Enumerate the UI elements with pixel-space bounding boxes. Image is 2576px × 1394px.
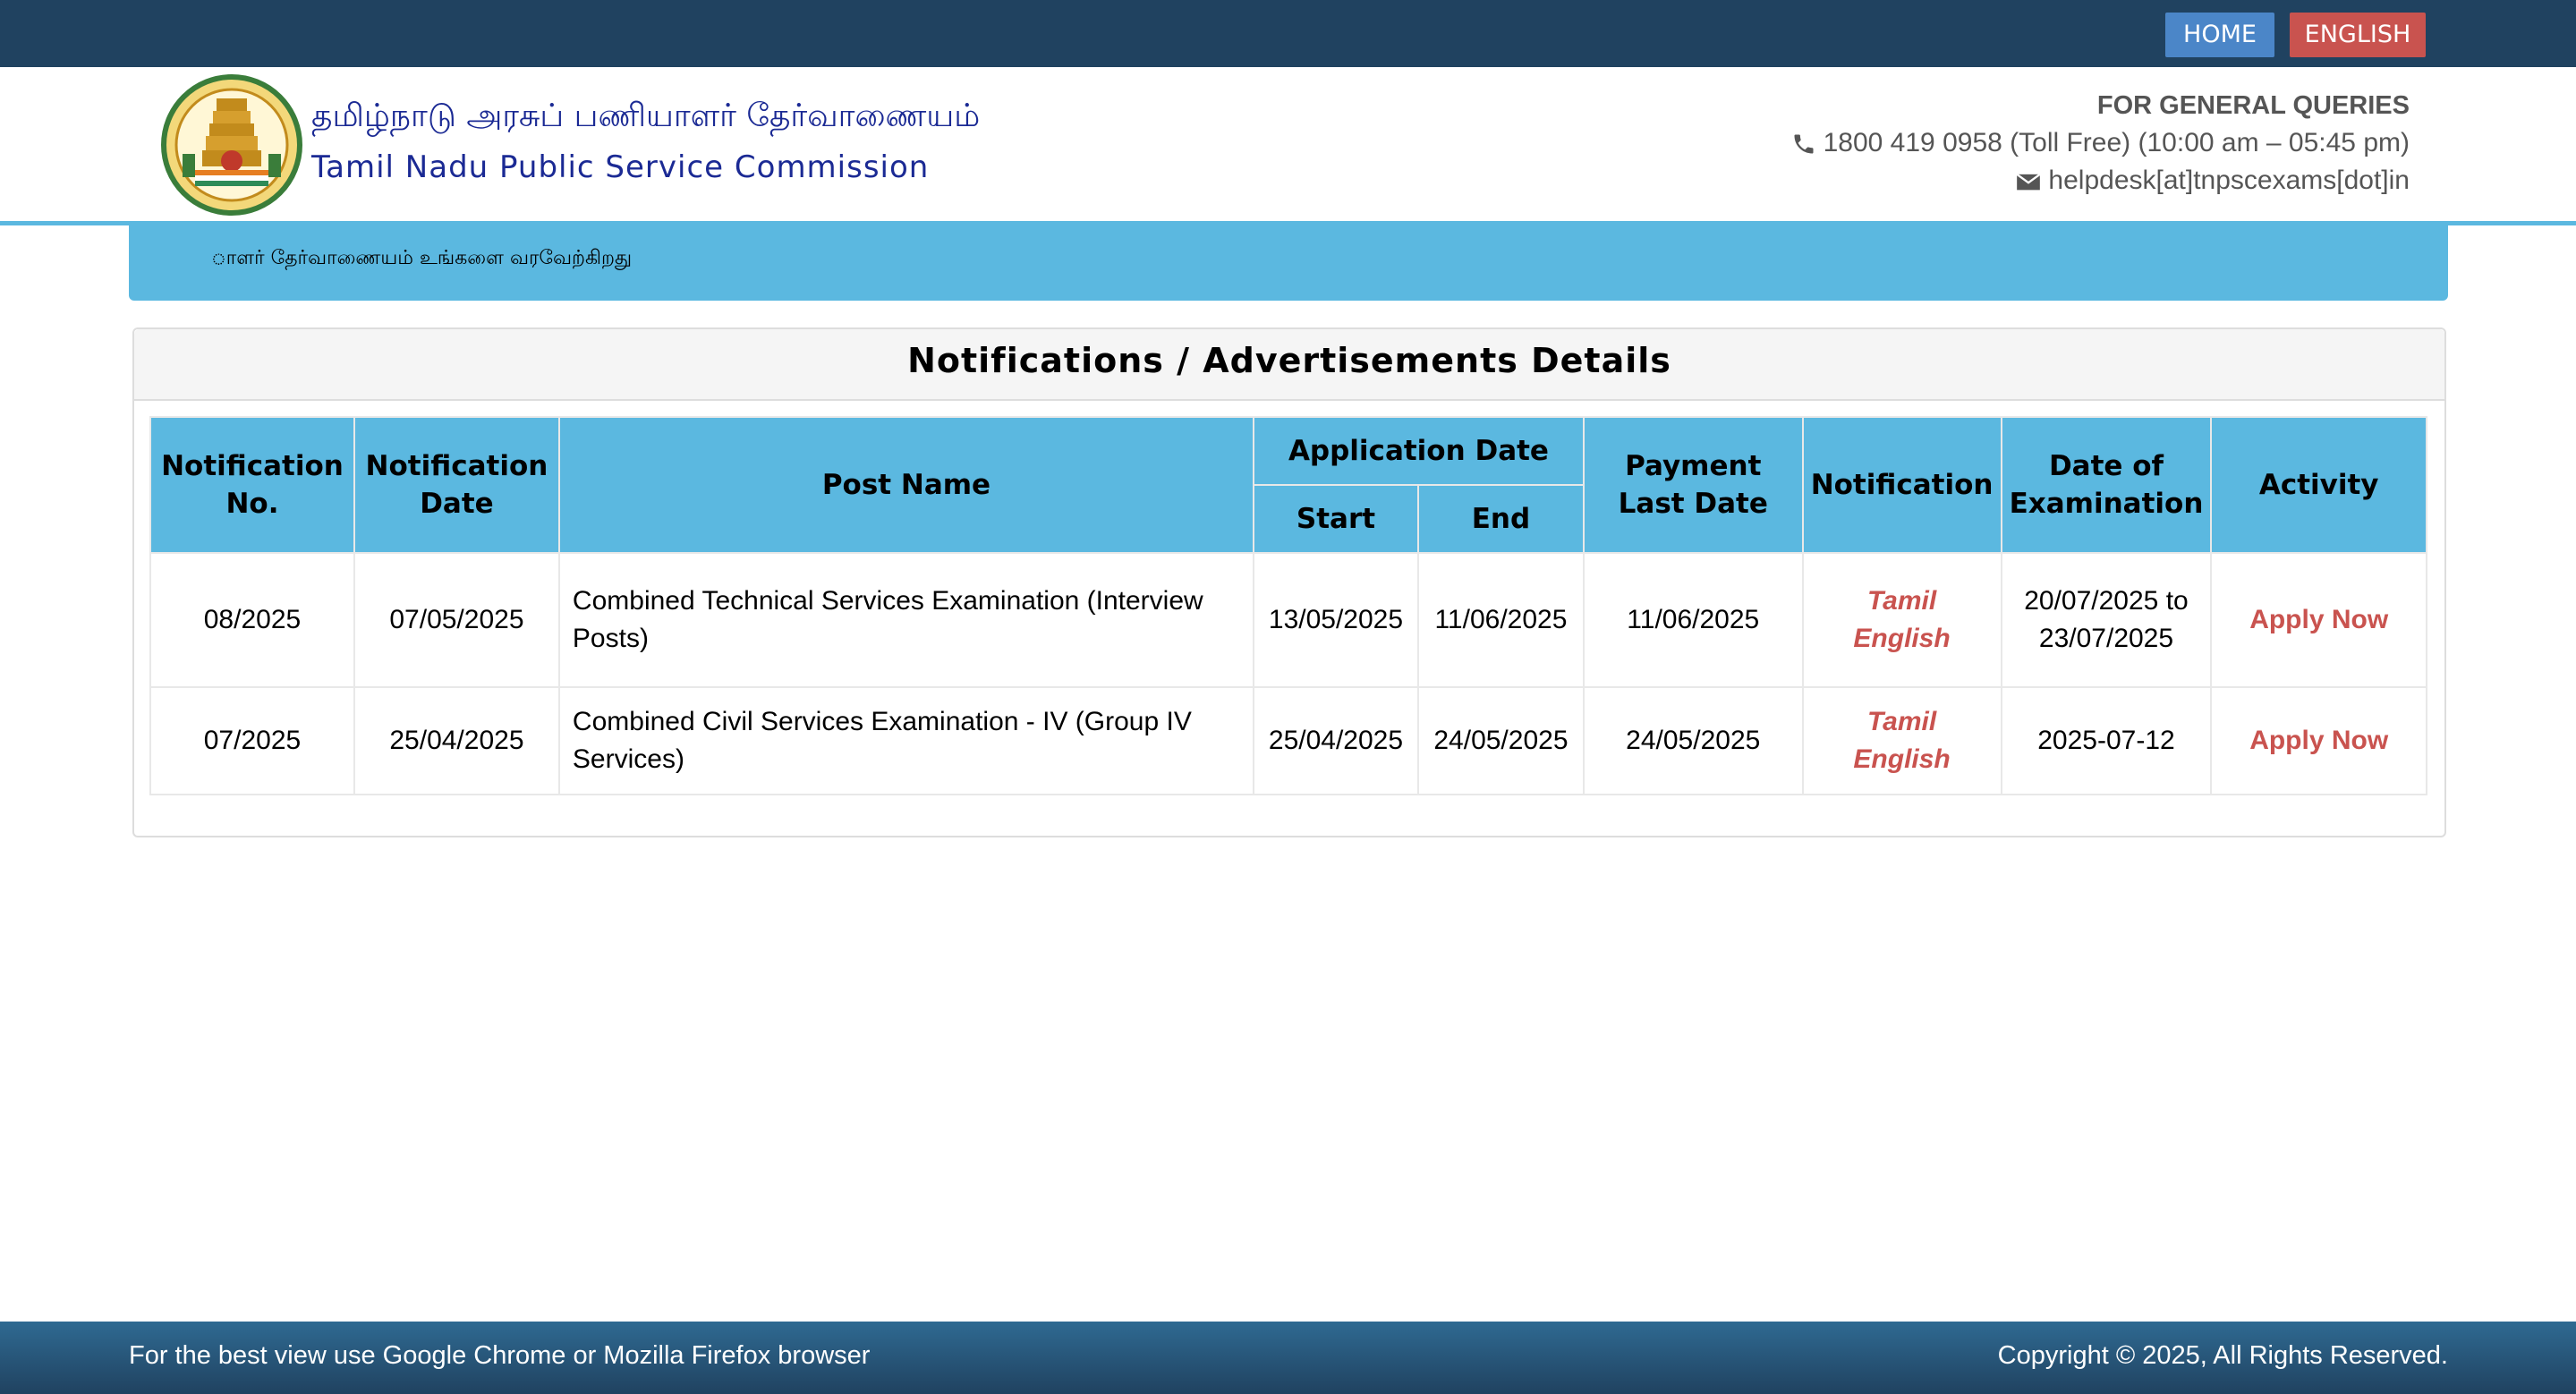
cell-end: 24/05/2025 [1418,687,1584,795]
panel-header [134,329,2444,401]
phone-number[interactable]: 1800 419 0958 (Toll Free) (10:00 am – 05:45 pm) [1823,128,2410,157]
header-activity: Activity [2211,417,2427,553]
header-notification: Notification [1803,417,2002,553]
english-notification-link[interactable]: English [1853,744,1951,774]
table-row [150,553,2427,687]
cell-activity [2211,687,2427,795]
notifications-panel [132,327,2446,837]
site-header [0,67,2576,223]
header-notification-date: Notification Date [354,417,559,553]
cell-start: 13/05/2025 [1254,553,1418,687]
english-notification-link[interactable]: English [1853,624,1951,653]
phone-line [1791,124,2410,162]
cell-notification [1803,553,2002,687]
site-footer [0,1322,2576,1394]
cell-payment-last-date: 24/05/2025 [1584,687,1803,795]
tnpsc-emblem-logo[interactable] [161,72,302,218]
cell-end: 11/06/2025 [1418,553,1584,687]
cell-post-name: Combined Technical Services Examination (Interview Posts) [559,553,1254,687]
brand-name-tamil: தமிழ்நாடு அரசுப் பணியாளர் தேர்வாணையம் [311,98,981,134]
apply-now-link[interactable]: Apply Now [2249,726,2389,755]
welcome-marquee [129,224,2448,301]
header-notification-no: Notification No. [150,417,354,553]
cell-notification [1803,687,2002,795]
contact-info [1791,87,2410,200]
cell-notification-date: 25/04/2025 [354,687,559,795]
top-bar [0,0,2576,67]
home-button[interactable]: HOME [2165,13,2274,57]
apply-now-link[interactable]: Apply Now [2249,605,2389,634]
phone-icon [1791,132,1816,157]
header-end: End [1418,485,1584,553]
header-payment-last-date: Payment Last Date [1584,417,1803,553]
footer-copyright: Copyright © 2025, All Rights Reserved. [1997,1341,2448,1370]
tamil-notification-link[interactable]: Tamil [1866,586,1937,616]
brand-name-english: Tamil Nadu Public Service Commission [311,149,930,185]
email-line [1791,162,2410,200]
notifications-table [149,416,2427,795]
email-address[interactable]: helpdesk[at]tnpscexams[dot]in [2048,166,2410,195]
queries-title: FOR GENERAL QUERIES [2096,91,2410,120]
header-application-date: Application Date [1254,417,1584,485]
header-post-name: Post Name [559,417,1254,553]
cell-payment-last-date: 11/06/2025 [1584,553,1803,687]
panel-title: Notifications / Advertisements Details [907,341,1671,380]
cell-date-of-examination: 2025-07-12 [2002,687,2212,795]
english-button[interactable]: ENGLISH [2290,13,2426,57]
cell-notification-no: 08/2025 [150,553,354,687]
email-icon [2016,171,2041,192]
cell-date-of-examination: 20/07/2025 to 23/07/2025 [2002,553,2212,687]
marquee-text: ாளர் தேர்வாணையம் உங்களை வரவேற்கிறது [211,247,633,269]
cell-post-name: Combined Civil Services Examination - IV (Group IV Services) [559,687,1254,795]
header-start: Start [1254,485,1418,553]
cell-start: 25/04/2025 [1254,687,1418,795]
cell-notification-date: 07/05/2025 [354,553,559,687]
cell-activity [2211,553,2427,687]
footer-browser-note: For the best view use Google Chrome or Mozilla Firefox browser [129,1341,871,1370]
table-row [150,687,2427,795]
header-date-of-examination: Date of Examination [2002,417,2212,553]
cell-notification-no: 07/2025 [150,687,354,795]
tamil-notification-link[interactable]: Tamil [1866,707,1937,736]
